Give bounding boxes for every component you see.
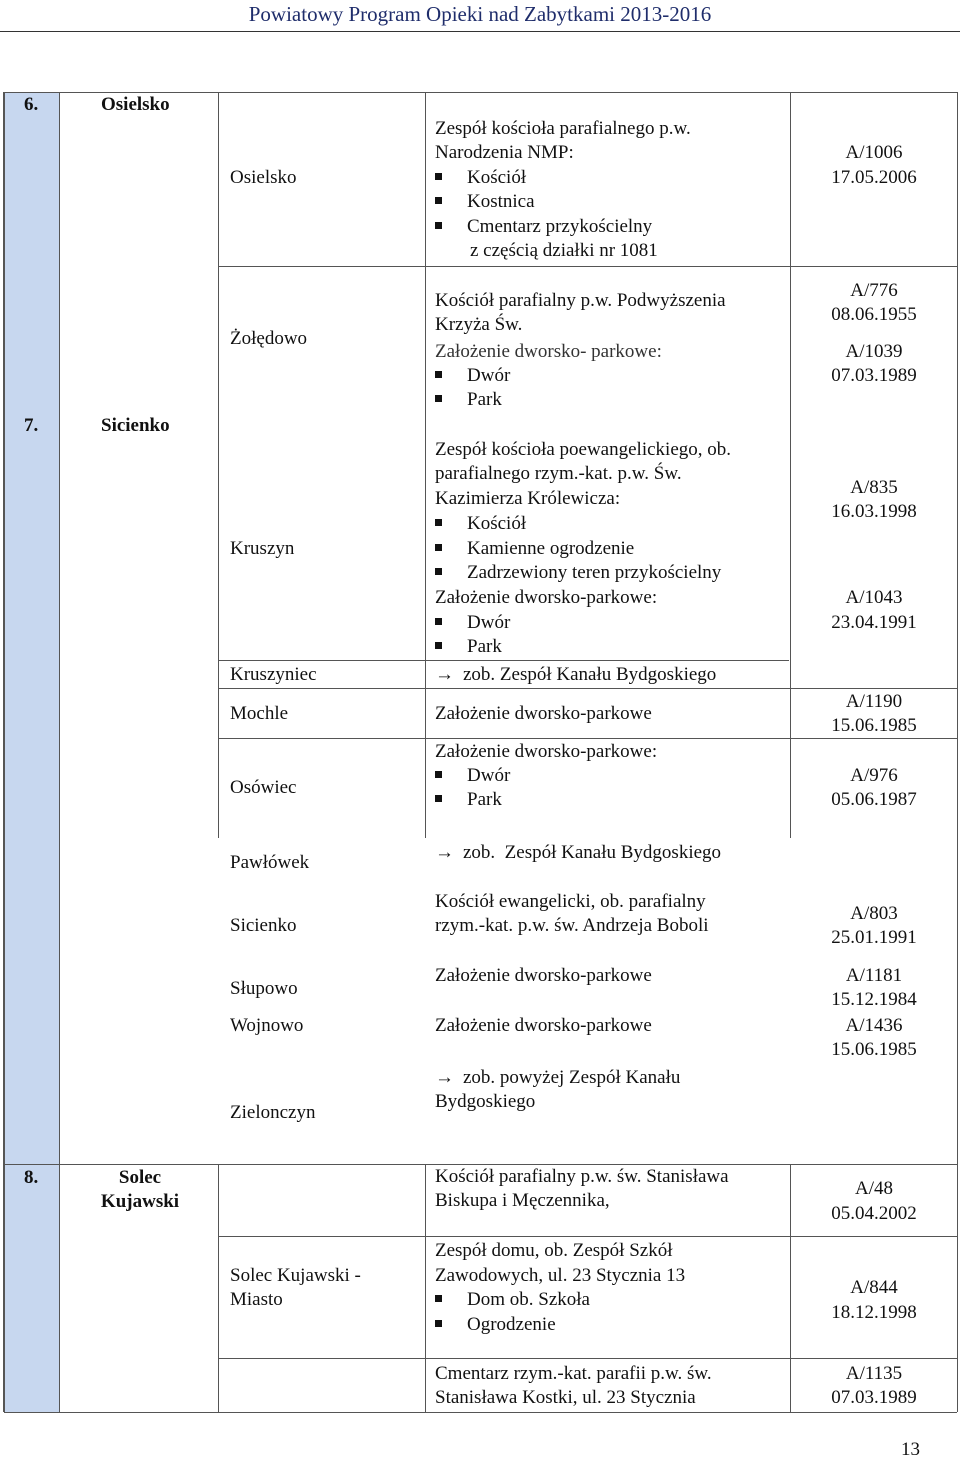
place-name: Mochle [230,703,289,724]
row-divider [218,688,957,689]
cross-reference-text: zob. Zespół Kanału Bydgoskiego [463,664,717,685]
bullet-item [435,388,502,413]
bullet-icon [435,222,442,229]
arrow-right-icon: → [435,664,454,685]
place-name: Osielsko [230,167,297,188]
place-name: Pawłówek [230,852,310,873]
bullet-item [435,635,502,660]
bullet-text: Cmentarz przykościelny [467,216,653,237]
object-description: Założenie dworsko-parkowe [435,703,652,724]
bullet-item [435,364,510,389]
bullet-text: Kamienne ogrodzenie [467,538,635,559]
object-description: Zawodowych, ul. 23 Stycznia 13 [435,1265,686,1286]
register-number: A/1436 [845,1015,903,1036]
cross-reference [435,663,716,688]
cross-reference-text: Bydgoskiego [435,1091,536,1112]
bullet-icon [435,1320,442,1327]
bullet-item [435,611,510,636]
cross-reference-text: zob. powyżej Zespół Kanału [463,1067,681,1088]
place-name: Zielonczyn [230,1102,316,1123]
row-divider [218,660,789,661]
bullet-continuation: z częścią działki nr 1081 [470,240,658,261]
page-number: 13 [901,1439,920,1460]
register-number: A/1135 [845,1363,903,1384]
register-number: A/1039 [845,341,903,362]
bullet-text: Dom ob. Szkoła [467,1289,590,1310]
bullet-icon [435,544,442,551]
header-rule [0,31,960,32]
object-description: Stanisława Kostki, ul. 23 Stycznia [435,1387,696,1408]
register-date: 05.06.1987 [831,789,917,810]
register-number: A/1043 [845,587,903,608]
bullet-item [435,1313,556,1338]
cross-reference [435,841,721,866]
bullet-icon [435,568,442,575]
object-description: Założenie dworsko-parkowe: [435,587,658,608]
bullet-text: Zadrzewiony teren przykościelny [467,562,722,583]
group-number-8: 8. [24,1167,39,1188]
bullet-item [435,166,526,191]
object-description: Krzyża Św. [435,314,523,335]
cross-reference [435,1066,680,1091]
register-date: 15.06.1985 [831,715,917,736]
row-divider [218,1358,957,1359]
register-number: A/1181 [845,965,903,986]
page-header-title: Powiatowy Program Opieki nad Zabytkami 2013-2016 [248,2,712,26]
register-number: A/48 [855,1178,893,1199]
object-description: Kościół ewangelicki, ob. parafialny [435,891,706,912]
object-description: Założenie dworsko-parkowe [435,965,652,986]
bullet-text: Park [467,389,502,410]
column-divider [218,1164,219,1412]
bullet-icon [435,642,442,649]
bullet-item [435,1288,590,1313]
cross-reference-text: zob. Zespół Kanału Bydgoskiego [463,842,722,863]
column-divider [425,92,426,838]
register-number: A/1190 [845,691,903,712]
object-description: Biskupa i Męczennika, [435,1190,610,1211]
group-name-7: Sicienko [101,415,170,436]
row-divider [218,1236,957,1237]
register-date: 05.04.2002 [831,1203,917,1224]
bullet-item [435,190,535,215]
register-date: 08.06.1955 [831,304,917,325]
bullet-icon [435,197,442,204]
arrow-right-icon: → [435,1067,454,1088]
column-divider [218,92,219,838]
bullet-text: Park [467,789,502,810]
object-description: parafialnego rzym.-kat. p.w. Św. [435,463,682,484]
column-divider [790,92,791,838]
register-number: A/803 [850,903,898,924]
bullet-icon [435,173,442,180]
bullet-item [435,561,721,586]
group-name-8-line2: Kujawski [100,1191,180,1212]
register-number: A/844 [850,1277,898,1298]
bullet-text: Ogrodzenie [467,1314,556,1335]
place-name: Żołędowo [230,328,308,349]
bullet-icon [435,795,442,802]
row-divider [218,266,957,267]
object-description: Zespół kościoła parafialnego p.w. [435,118,691,139]
group-number-6: 6. [24,94,39,115]
bullet-text: Kościół [467,513,527,534]
column-divider [790,1164,791,1412]
register-number: A/1006 [845,142,903,163]
bullet-icon [435,618,442,625]
table-border-right [957,92,958,1412]
object-description: Założenie dworsko-parkowe: [435,741,658,762]
register-date: 18.12.1998 [831,1302,917,1323]
bullet-icon [435,371,442,378]
object-description: Zespół kościoła poewangelickiego, ob. [435,439,732,460]
bullet-text: Dwór [467,765,511,786]
place-name: Solec Kujawski - [230,1265,361,1286]
register-number: A/976 [850,765,898,786]
bullet-icon [435,1295,442,1302]
object-description: Założenie dworsko- parkowe: [435,341,662,362]
object-description: rzym.-kat. p.w. św. Andrzeja Boboli [435,915,709,936]
place-name: Sicienko [230,915,297,936]
object-description: Cmentarz rzym.-kat. parafii p.w. św. [435,1363,712,1384]
column-divider [425,1164,426,1412]
object-description: Kościół parafialny p.w. Podwyższenia [435,290,726,311]
bullet-icon [435,771,442,778]
bullet-item [435,788,502,813]
bullet-text: Kostnica [467,191,535,212]
register-date: 15.06.1985 [831,1039,917,1060]
group-number-cell-6 [4,92,60,1164]
group-number-7: 7. [24,415,39,436]
bullet-item [435,537,634,562]
object-description: Kościół parafialny p.w. św. Stanisława [435,1166,729,1187]
object-description: Kazimierza Królewicza: [435,488,621,509]
register-date: 23.04.1991 [831,612,917,633]
table-border-bottom [4,1412,957,1413]
group-name-6: Osielsko [101,94,170,115]
register-date: 07.03.1989 [831,365,917,386]
object-description: Zespół domu, ob. Zespół Szkół [435,1240,673,1261]
bullet-text: Dwór [467,612,511,633]
place-name: Kruszyn [230,538,295,559]
place-name: Miasto [230,1289,283,1310]
bullet-text: Park [467,636,502,657]
group-number-cell-8 [4,1165,60,1412]
bullet-item [435,215,652,240]
bullet-icon [435,395,442,402]
register-number: A/835 [850,477,898,498]
object-description: Założenie dworsko-parkowe [435,1015,652,1036]
arrow-right-icon: → [435,842,454,863]
place-name: Wojnowo [230,1015,304,1036]
register-number: A/776 [850,280,898,301]
bullet-item [435,512,526,537]
register-date: 15.12.1984 [831,989,917,1010]
object-description: Narodzenia NMP: [435,142,574,163]
group-name-8-line1: Solec [118,1167,162,1188]
place-name: Osówiec [230,777,297,798]
table-border-left [3,92,4,1412]
bullet-text: Kościół [467,167,527,188]
bullet-text: Dwór [467,365,511,386]
place-name: Kruszyniec [230,664,317,685]
bullet-icon [435,519,442,526]
register-date: 17.05.2006 [831,167,917,188]
bullet-item [435,764,510,789]
place-name: Słupowo [230,978,298,999]
register-date: 16.03.1998 [831,501,917,522]
register-date: 25.01.1991 [831,927,917,948]
register-date: 07.03.1989 [831,1387,917,1408]
